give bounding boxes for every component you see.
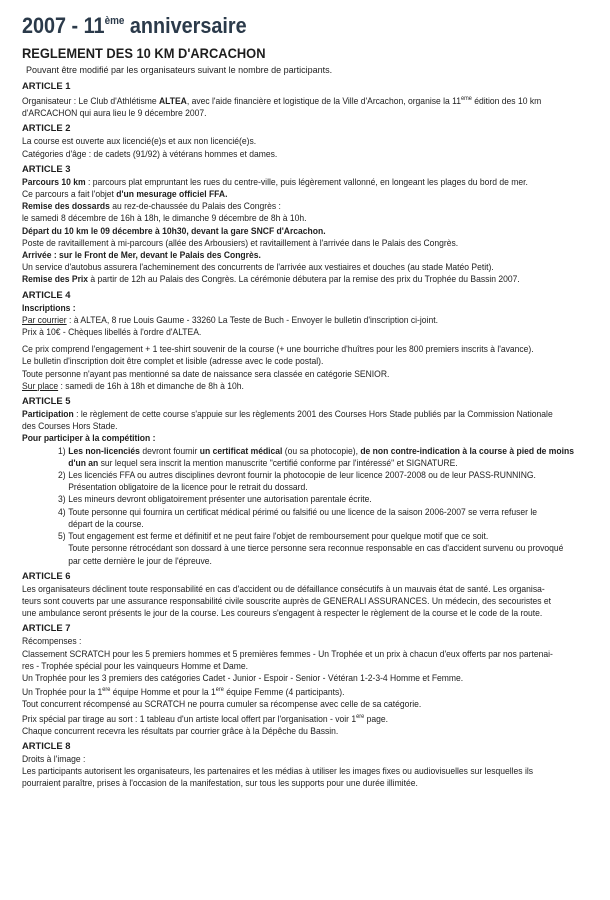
article-5-line: Pour participer à la compétition : — [22, 433, 156, 444]
condition-item-continued: d'un an sur lequel sera inscrit la mention manuscrite "certifié conforme par l'intéressé" et SIGNATURE. — [68, 457, 458, 468]
condition-item: 2) Les licenciés FFA ou autres disciplines devront fournir la photocopie de leur licence 2007-2008 ou de leur PASS-RUNNING. — [58, 470, 536, 481]
document-title: REGLEMENT DES 10 KM D'ARCACHON — [22, 45, 266, 61]
condition-item-continued: Toute personne rétrocédant son dossard à une tierce personne sera reconnue responsable en cas d'accident survenu ou provoqué — [68, 543, 564, 554]
condition-item: 1) Les non-licenciés devront fournir un certificat médical (ou sa photocopie), de non contre-indication à la course à pied de moins — [58, 445, 574, 456]
article-3-line: Un service d'autobus assurera l'acheminement des concurrents de l'arrivée aux vestiaires et douches (au stade Matéo Petit). — [22, 262, 494, 273]
article-3-line: Parcours 10 km : parcours plat empruntant les rues du centre-ville, puis légèrement vallonné, en longeant les plages du bord de mer. — [22, 176, 528, 187]
article-6-line: teurs sont couverts par une assurance responsabilité civile souscrite auprès de GENERALI ASSURANCES. Un médecin, des secouristes et — [22, 595, 552, 606]
article-4-line: Sur place : samedi de 16h à 18h et dimanche de 8h à 10h. — [22, 380, 244, 391]
article-3-line: Départ du 10 km le 09 décembre à 10h30, devant la gare SNCF d'Arcachon. — [22, 225, 326, 236]
article-3-line: Arrivée : sur le Front de Mer, devant le Palais des Congrès. — [22, 250, 261, 261]
article-7-line: Classement SCRATCH pour les 5 premiers hommes et 5 premières femmes - Un Trophée et un prix à chacun d'eux offerts par nos partenai- — [22, 648, 553, 659]
article-7-line: Récompenses : — [22, 636, 82, 647]
article-5-line: des Courses Hors Stade. — [22, 421, 118, 432]
participation-conditions-list — [58, 445, 596, 567]
article-8-line: Droits à l'image : — [22, 753, 86, 764]
article-3-line: Ce parcours a fait l'objet d'un mesurage officiel FFA. — [22, 189, 228, 200]
article-3-heading: ARTICLE 3 — [22, 162, 71, 174]
page-heading — [22, 8, 539, 39]
article-3-line: Remise des Prix à partir de 12h au Palais des Congrès. La cérémonie débutera par la remise des prix du Trophée du Bassin 2007. — [22, 274, 520, 285]
article-7-line: Un Trophée pour les 3 premiers des catégories Cadet - Junior - Espoir - Senior - Vétéran 1-2-3-4 Homme et Femme. — [22, 672, 464, 683]
heading-year: 2007 - 11 — [22, 13, 105, 38]
article-3-line: le samedi 8 décembre de 16h à 18h, le dimanche 9 décembre de 8h à 10h. — [22, 213, 307, 224]
article-4-line: Inscriptions : — [22, 302, 76, 313]
article-7-line: Prix spécial par tirage au sort : 1 tableau d'un artiste local offert par l'organisation - voir 1ère page. — [22, 713, 388, 724]
article-3-line: Remise des dossards au rez-de-chaussée du Palais des Congrès : — [22, 201, 281, 212]
article-1-line: d'ARCACHON qui aura lieu le 9 décembre 2007. — [22, 108, 207, 119]
condition-item: 5) Tout engagement est ferme et définitif et ne peut faire l'objet de remboursement pour quelque motif que ce soit. — [58, 531, 489, 542]
article-8-line: pourraient paraître, prises à l'occasion de la manifestation, sur tous les supports pour une durée illimitée. — [22, 778, 418, 789]
article-4-line: Ce prix comprend l'engagement + 1 tee-shirt souvenir de la course (+ une bourriche d'huîtres pour les 800 premiers inscrits à l'avance). — [22, 344, 534, 355]
article-6-line: Les organisateurs déclinent toute responsabilité en cas d'accident ou de défaillance consécutifs à un mauvais état de santé. Les organisa- — [22, 583, 545, 594]
article-4-line: Par courrier : à ALTEA, 8 rue Louis Gaume - 33260 La Teste de Buch - Envoyer le bulletin d'inscription ci-joint. — [22, 314, 438, 325]
heading-suffix: ème — [104, 15, 125, 27]
article-3-line: Poste de ravitaillement à mi-parcours (allée des Arbousiers) et ravitaillement à l'arrivée dans le Palais des Congrès. — [22, 237, 459, 248]
regulation-document — [18, 8, 596, 790]
article-7-heading: ARTICLE 7 — [22, 622, 71, 634]
article-7-line: Tout concurrent récompensé au SCRATCH ne pourra cumuler sa récompense avec celle de sa catégorie. — [22, 699, 422, 710]
condition-item: 4) Toute personne qui fournira un certificat médical périmé ou falsifié ou une licence de la saison 2006-2007 se verra refuser le — [58, 506, 538, 517]
condition-item-continued: Présentation obligatoire de la licence pour le retrait du dossard. — [68, 482, 308, 493]
article-7-line: Chaque concurrent recevra les résultats par courrier grâce à la Dépêche du Bassin. — [22, 725, 339, 736]
article-2-line: La course est ouverte aux licencié(e)s et aux non licencié(e)s. — [22, 136, 257, 147]
article-6-heading: ARTICLE 6 — [22, 569, 71, 581]
article-4-line: Prix à 10€ - Chèques libellés à l'ordre d'ALTEA. — [22, 327, 202, 338]
article-4-line: Toute personne n'ayant pas mentionné sa date de naissance sera classée en catégorie SENIOR. — [22, 368, 390, 379]
article-7-line: res - Trophée spécial pour les vainqueurs Homme et Dame. — [22, 660, 249, 671]
article-8-line: Les participants autorisent les organisateurs, les partenaires et les médias à utiliser les images fixes ou audiovisuelles sur lesquelles ils — [22, 766, 534, 777]
heading-anniversary: anniversaire — [124, 13, 247, 38]
article-1-line: Organisateur : Le Club d'Athlétisme ALTEA, avec l'aide financière et logistique de la Ville d'Arcachon, organise la 11ème édition des 10 km — [22, 96, 542, 106]
article-4-line: Le bulletin d'inscription doit être complet et lisible (adresse avec le code postal). — [22, 356, 324, 367]
document-subtitle: Pouvant être modifié par les organisateurs suivant le nombre de participants. — [26, 65, 333, 75]
condition-item-continued: par cette dernière le jour de l'épreuve. — [68, 555, 212, 566]
article-5-heading: ARTICLE 5 — [22, 395, 71, 407]
article-5-line: Participation : le règlement de cette course s'appuie sur les règlements 2001 des Courses Hors Stade publiés par la Commission Nationale — [22, 409, 553, 420]
article-6-line: une ambulance seront présents le jour de la course. Les coureurs s'engagent à respecter le règlement de la course et le code de la route. — [22, 608, 543, 619]
condition-item: 3) Les mineurs devront obligatoirement présenter une autorisation parentale écrite. — [58, 494, 372, 505]
article-4-heading: ARTICLE 4 — [22, 288, 71, 300]
condition-item-continued: départ de la course. — [68, 518, 144, 529]
article-1-heading: ARTICLE 1 — [22, 80, 71, 91]
article-8-heading: ARTICLE 8 — [22, 739, 71, 751]
article-7-line: Un Trophée pour la 1ère équipe Homme et pour la 1ère équipe Femme (4 participants). — [22, 687, 345, 698]
article-2-line: Catégories d'âge : de cadets (91/92) à vétérans hommes et dames. — [22, 148, 278, 159]
article-2-heading: ARTICLE 2 — [22, 122, 71, 134]
